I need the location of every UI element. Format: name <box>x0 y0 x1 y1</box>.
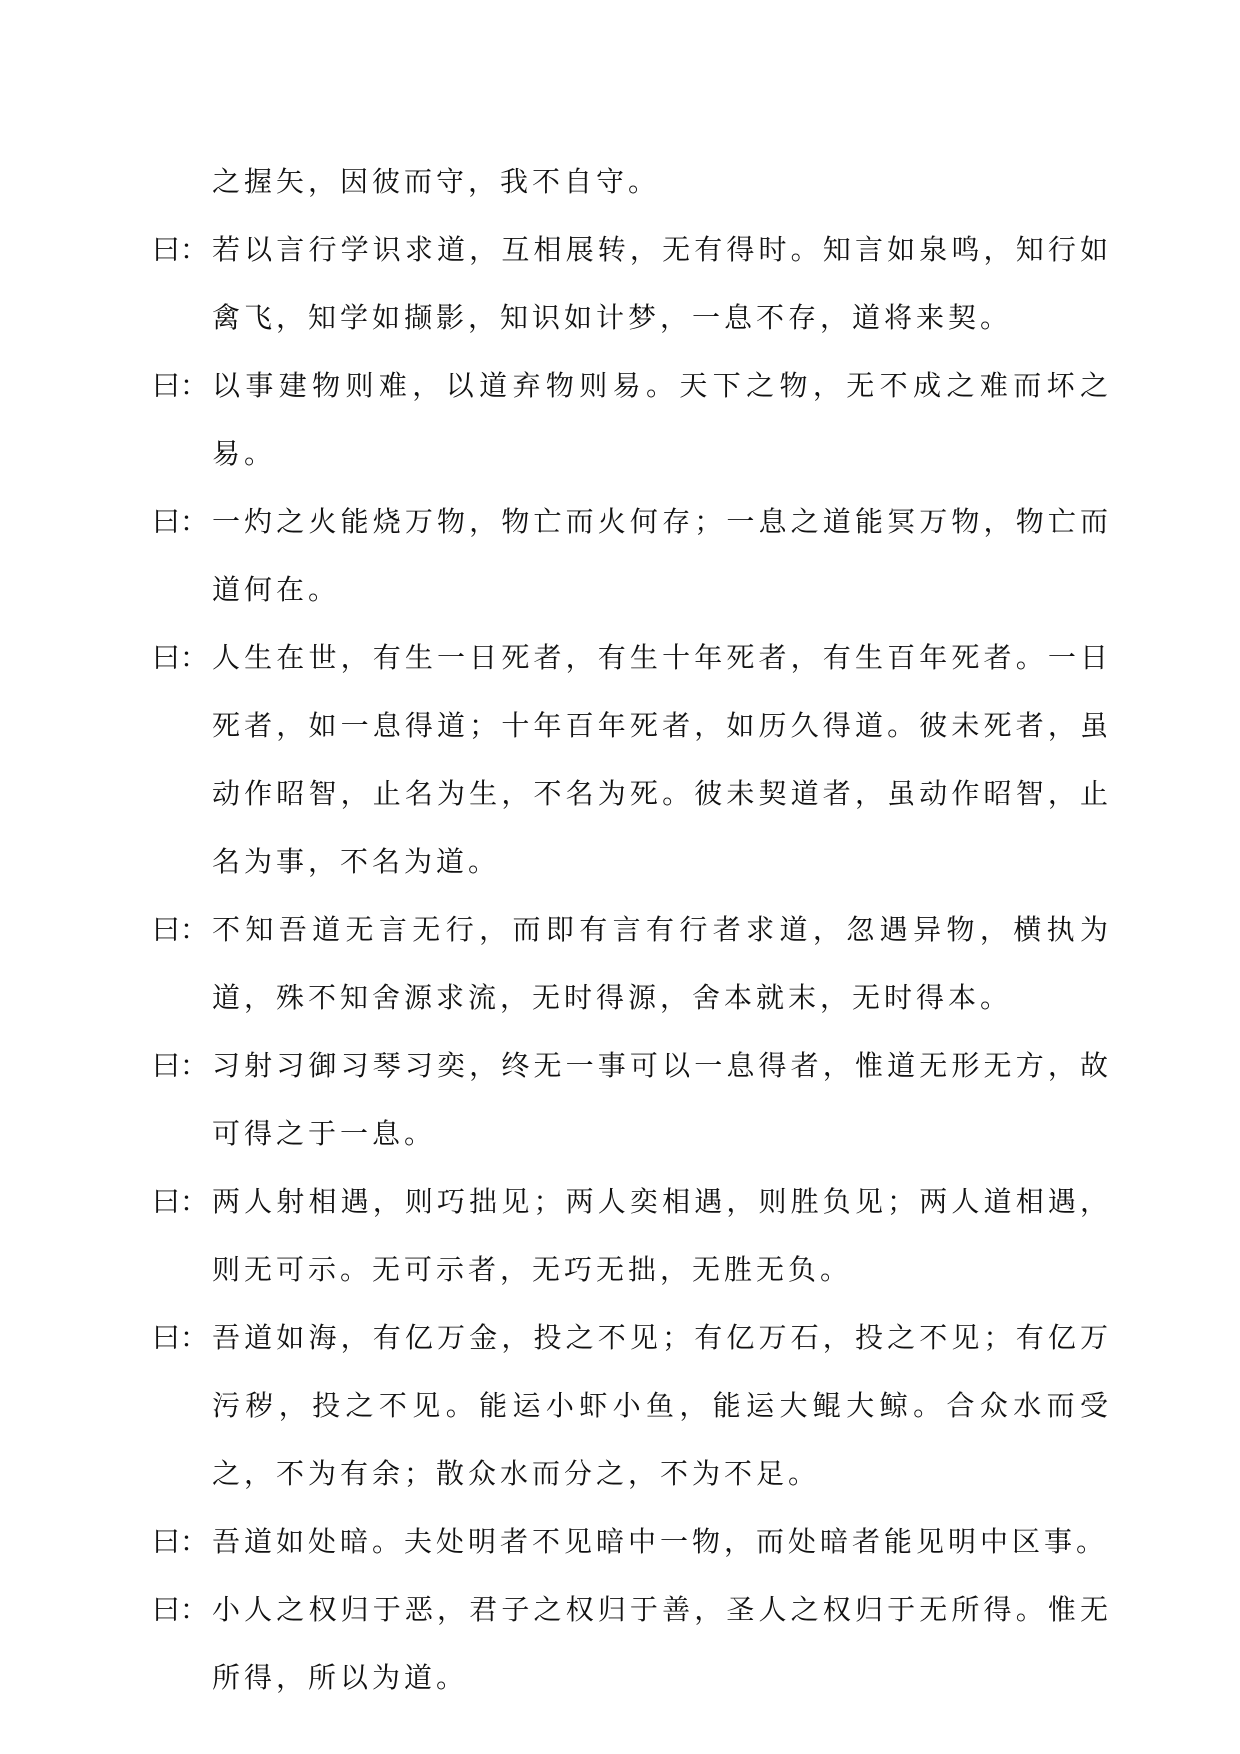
paragraph <box>152 1508 1112 1576</box>
paragraph-text: 吾道如处暗。夫处明者不见暗中一物，而处暗者能见明中区事。 <box>212 1525 1109 1558</box>
paragraph <box>152 1032 1112 1168</box>
paragraph <box>152 352 1112 488</box>
paragraph <box>152 216 1112 352</box>
paragraph-label: 曰： <box>152 505 209 538</box>
paragraph-text: 以事建物则难，以道弃物则易。天下之物，无不成之难而坏之易。 <box>212 369 1112 470</box>
paragraph-text: 吾道如海，有亿万金，投之不见；有亿万石，投之不见；有亿万污秽，投之不见。能运小虾小鱼，能运大鲲大鲸。合众水而受之，不为有余；散众水而分之，不为不足。 <box>212 1321 1112 1490</box>
paragraph-label: 曰： <box>152 1321 209 1354</box>
paragraph <box>152 488 1112 624</box>
paragraph <box>152 896 1112 1032</box>
paragraph-text: 小人之权归于恶，君子之权归于善，圣人之权归于无所得。惟无所得，所以为道。 <box>212 1593 1112 1694</box>
paragraph <box>152 1168 1112 1304</box>
paragraph-label: 曰： <box>152 1525 209 1558</box>
paragraph-label: 曰： <box>152 1185 209 1218</box>
paragraph-label: 曰： <box>152 369 209 402</box>
paragraph-text: 若以言行学识求道，互相展转，无有得时。知言如泉鸣，知行如禽飞，知学如撷影，知识如计梦，一息不存，道将来契。 <box>212 233 1112 334</box>
paragraph-text: 不知吾道无言无行，而即有言有行者求道，忽遇异物，横执为道，殊不知舍源求流，无时得源，舍本就末，无时得本。 <box>212 913 1112 1014</box>
paragraph-text: 之握矢，因彼而守，我不自守。 <box>212 165 661 198</box>
paragraph-label: 曰： <box>152 641 209 674</box>
paragraph-label: 曰： <box>152 913 209 946</box>
paragraph-label: 曰： <box>152 233 209 266</box>
paragraph-text: 习射习御习琴习奕，终无一事可以一息得者，惟道无形无方，故可得之于一息。 <box>212 1049 1112 1150</box>
paragraph <box>152 1304 1112 1508</box>
paragraph-text: 两人射相遇，则巧拙见；两人奕相遇，则胜负见；两人道相遇，则无可示。无可示者，无巧无拙，无胜无负。 <box>212 1185 1112 1286</box>
document-page <box>152 148 1112 1712</box>
paragraph <box>152 624 1112 896</box>
paragraph-label: 曰： <box>152 1049 209 1082</box>
paragraph-text: 人生在世，有生一日死者，有生十年死者，有生百年死者。一日死者，如一息得道；十年百年死者，如历久得道。彼未死者，虽动作昭智，止名为生，不名为死。彼未契道者，虽动作昭智，止名为事，不名为道。 <box>212 641 1112 878</box>
paragraph-text: 一灼之火能烧万物，物亡而火何存；一息之道能冥万物，物亡而道何在。 <box>212 505 1112 606</box>
paragraph-continuation <box>152 148 1112 216</box>
paragraph <box>152 1576 1112 1712</box>
paragraph-label: 曰： <box>152 1593 209 1626</box>
